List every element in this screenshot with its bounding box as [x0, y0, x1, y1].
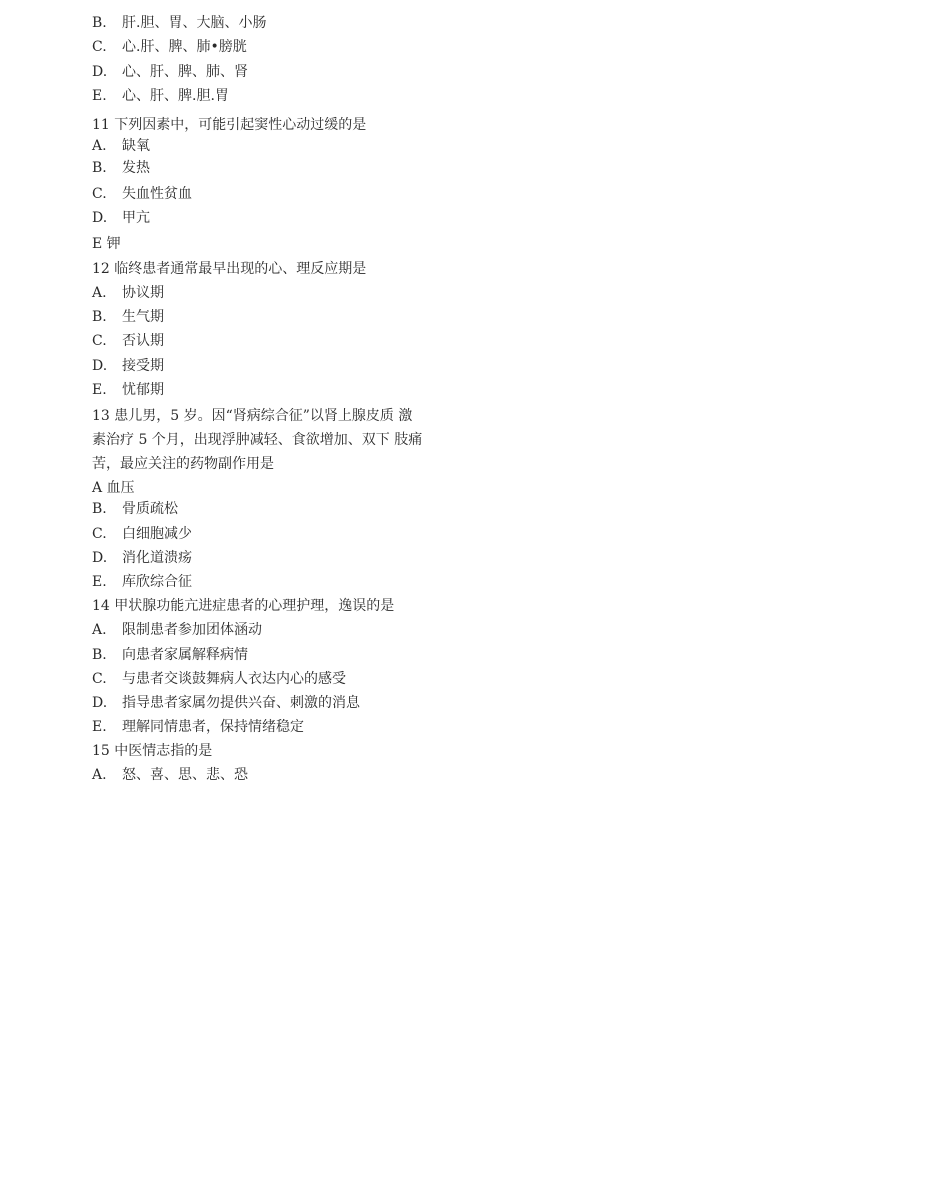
q11-option-c [92, 185, 192, 203]
option-text: 白细胞减少 [122, 526, 192, 542]
option-letter: A. [92, 285, 107, 301]
q15-stem: 15 中医情志指的是 [92, 743, 213, 759]
option-text: 甲亢 [122, 210, 150, 226]
option-letter: D. [92, 550, 108, 566]
option-text: 生气期 [122, 309, 164, 325]
option-text: 失血性贫血 [122, 186, 192, 202]
q13-stem-line-2: 素治疗 5 个月，出现浮肿减轻、食欲增加、双下 肢痛 [92, 432, 423, 448]
q12-option-a [92, 284, 164, 302]
q15-option-a [92, 766, 248, 784]
option-text: 接受期 [122, 358, 164, 374]
q13-stem-line-1: 13 患儿男，5 岁。因“肾病综合征”以肾上腺皮质 激 [92, 408, 413, 424]
option-letter: D. [92, 210, 108, 226]
option-letter: E. [92, 719, 107, 735]
option-text: 向患者家属解释病情 [122, 647, 248, 663]
q12-option-e [92, 381, 164, 399]
q14-option-c [92, 670, 346, 688]
option-text: 否认期 [122, 333, 164, 349]
q13-option-e [92, 573, 192, 591]
option-letter: C. [92, 333, 107, 349]
q12-stem: 12 临终患者通常最早出现的心、理反应期是 [92, 261, 367, 277]
q11-option-a [92, 137, 150, 155]
q14-option-b [92, 646, 248, 664]
option-text: 指导患者家属勿提供兴奋、刺激的消息 [122, 695, 360, 711]
q10-option-e [92, 87, 229, 105]
option-letter: E. [92, 88, 107, 104]
q11-option-d [92, 209, 150, 227]
option-text: 心、肝、脾.胆.胃 [122, 88, 229, 104]
q13-option-a: A 血压 [92, 480, 135, 496]
option-letter: D. [92, 358, 108, 374]
q13-option-b [92, 500, 178, 518]
option-text: 与患者交谈鼓舞病人衣达内心的感受 [122, 671, 346, 687]
q10-option-b [92, 14, 266, 32]
option-letter: B. [92, 309, 107, 325]
option-letter: A. [92, 138, 107, 154]
q11-stem: 11 下列因素中，可能引起窦性心动过缓的是 [92, 117, 367, 133]
q10-option-c [92, 38, 247, 56]
q13-option-c [92, 525, 192, 543]
option-letter: B. [92, 160, 107, 176]
q12-option-d [92, 357, 164, 375]
option-text: 理解同情患者，保持情绪稳定 [122, 719, 304, 735]
option-letter: B. [92, 501, 107, 517]
option-text: 发热 [122, 160, 150, 176]
q14-stem: 14 甲状腺功能亢进症患者的心理护理，逸误的是 [92, 598, 395, 614]
q13-option-d [92, 549, 192, 567]
option-text: 怒、喜、思、悲、恐 [122, 767, 248, 783]
option-text: 心.肝、脾、肺•膀胱 [122, 39, 247, 55]
q11-option-b [92, 159, 150, 177]
option-letter: B. [92, 15, 107, 31]
option-text: 缺氧 [122, 138, 150, 154]
q13-stem-line-3: 苦，最应关注的药物副作用是 [92, 456, 274, 472]
option-letter: C. [92, 671, 107, 687]
option-text: 库欣综合征 [122, 574, 192, 590]
option-letter: A. [92, 767, 107, 783]
option-text: 骨质疏松 [122, 501, 178, 517]
option-letter: D. [92, 695, 108, 711]
q12-option-b [92, 308, 164, 326]
q14-option-d [92, 694, 360, 712]
option-letter: C. [92, 526, 107, 542]
option-text: 心、肝、脾、肺、肾 [122, 64, 248, 80]
option-text: 忧郁期 [122, 382, 164, 398]
option-letter: D. [92, 64, 108, 80]
option-letter: C. [92, 186, 107, 202]
option-letter: E. [92, 574, 107, 590]
option-text: 协议期 [122, 285, 164, 301]
q14-option-e [92, 718, 304, 736]
option-text: 限制患者参加团体涵动 [122, 622, 262, 638]
option-letter: A. [92, 622, 107, 638]
option-text: 消化道溃疡 [122, 550, 192, 566]
q11-option-e: E 钾 [92, 236, 121, 252]
option-text: 肝.胆、胃、大脑、小肠 [122, 15, 267, 31]
option-letter: B. [92, 647, 107, 663]
q12-option-c [92, 332, 164, 350]
q14-option-a [92, 621, 262, 639]
option-letter: C. [92, 39, 107, 55]
q10-option-d [92, 63, 248, 81]
option-letter: E. [92, 382, 107, 398]
